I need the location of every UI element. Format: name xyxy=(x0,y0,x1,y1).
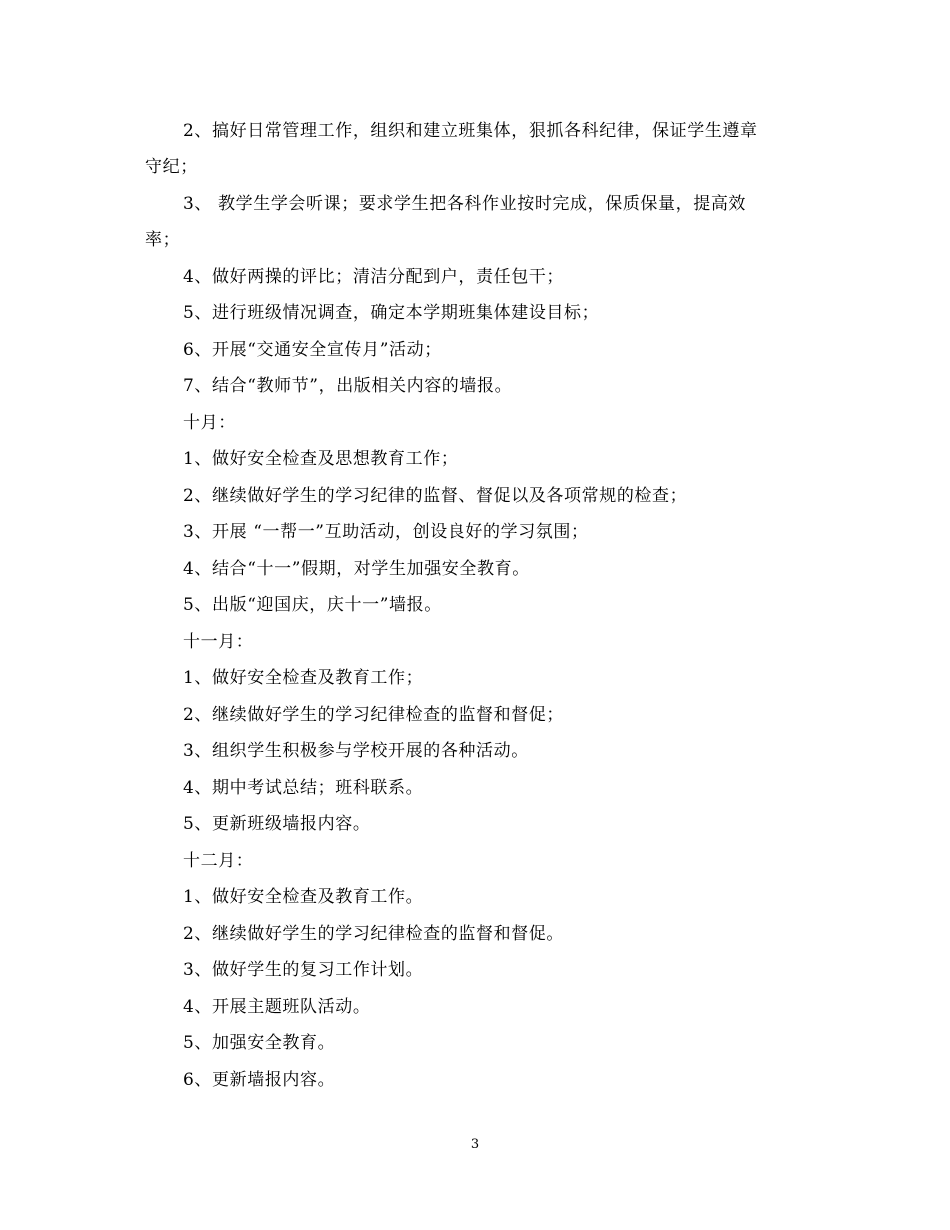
paragraph-line: 4、期中考试总结；班科联系。 xyxy=(183,778,424,798)
section-heading: 十二月： xyxy=(183,851,254,871)
paragraph-line: 率； xyxy=(145,230,181,250)
paragraph-line: 5、更新班级墙报内容。 xyxy=(183,814,371,834)
paragraph-line: 3、做好学生的复习工作计划。 xyxy=(183,960,424,980)
paragraph-line: 1、做好安全检查及教育工作。 xyxy=(183,887,424,907)
paragraph-line: 3、 教学生学会听课；要求学生把各科作业按时完成，保质保量，提高效 xyxy=(183,194,747,214)
section-heading: 十月： xyxy=(183,413,236,433)
paragraph-line: 6、更新墙报内容。 xyxy=(183,1070,336,1090)
paragraph-line: 3、开展 “一帮一”互助活动，创设良好的学习氛围； xyxy=(183,522,589,542)
paragraph-line: 5、加强安全教育。 xyxy=(183,1033,336,1053)
paragraph-line: 3、组织学生积极参与学校开展的各种活动。 xyxy=(183,741,529,761)
paragraph-line: 5、进行班级情况调查，确定本学期班集体建设目标； xyxy=(183,303,600,323)
paragraph-line: 5、出版“迎国庆，庆十一”墙报。 xyxy=(183,595,442,615)
paragraph-line: 1、做好安全检查及教育工作； xyxy=(183,668,424,688)
paragraph-line: 1、做好安全检查及思想教育工作； xyxy=(183,449,459,469)
paragraph-line: 2、继续做好学生的学习纪律的监督、督促以及各项常规的检查； xyxy=(183,486,688,506)
paragraph-line: 2、继续做好学生的学习纪律检查的监督和督促； xyxy=(183,705,565,725)
paragraph-line: 7、结合“教师节”，出版相关内容的墙报。 xyxy=(183,376,513,396)
paragraph-line: 4、开展主题班队活动。 xyxy=(183,997,371,1017)
section-heading: 十一月： xyxy=(183,632,254,652)
page-number: 3 xyxy=(470,1137,480,1152)
paragraph-line: 2、搞好日常管理工作，组织和建立班集体，狠抓各科纪律，保证学生遵章 xyxy=(183,121,758,141)
paragraph-line: 2、继续做好学生的学习纪律检查的监督和督促。 xyxy=(183,924,565,944)
paragraph-line: 守纪； xyxy=(145,157,198,177)
paragraph-line: 4、做好两操的评比；清洁分配到户，责任包干； xyxy=(183,267,565,287)
paragraph-line: 4、结合“十一”假期，对学生加强安全教育。 xyxy=(183,559,530,579)
paragraph-line: 6、开展“交通安全宣传月”活动； xyxy=(183,340,442,360)
